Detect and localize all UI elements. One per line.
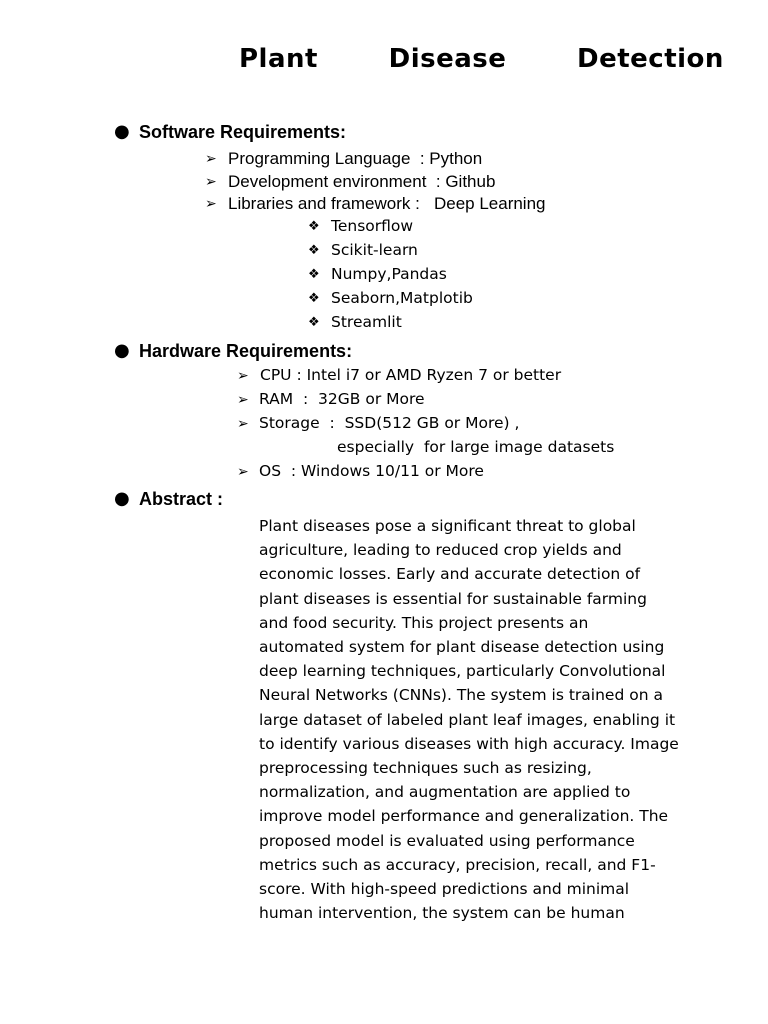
abstract-line: automated system for plant disease detection using [259,638,665,657]
bullet-icon: ● [114,121,130,142]
software-heading: Software Requirements: [139,122,347,142]
library-item: Tensorflow [331,217,414,235]
abstract-line: improve model performance and generalization. The [259,807,669,826]
arrow-bullet-icon: ➢ [205,174,217,190]
library-item: Numpy,Pandas [331,265,447,283]
bullet-icon: ● [114,488,130,509]
abstract-line: Plant diseases pose a significant threat to global [259,517,636,535]
arrow-bullet-icon: ➢ [237,464,249,480]
abstract-line: plant diseases is essential for sustainable farming [259,589,647,608]
software-item: Libraries and framework : Deep Learning [228,194,546,213]
diamond-bullet-icon: ❖ [308,291,320,306]
library-item: Streamlit [331,313,402,331]
arrow-bullet-icon: ➢ [205,151,217,167]
abstract-line: human intervention, the system can be human [259,904,625,923]
diamond-bullet-icon: ❖ [308,219,320,234]
library-item: Scikit-learn [331,241,418,259]
arrow-bullet-icon: ➢ [205,196,217,212]
abstract-line: Neural Networks (CNNs). The system is trained on a [259,686,663,705]
page-title: Plant Disease Detection [239,44,724,74]
abstract-line: and food security. This project presents an [259,613,589,632]
hardware-item: CPU : Intel i7 or AMD Ryzen 7 or better [260,366,562,384]
abstract-line: normalization, and augmentation are applied to [259,783,631,802]
diamond-bullet-icon: ❖ [308,267,320,282]
bullet-icon: ● [114,340,130,361]
abstract-line: preprocessing techniques such as resizing, [259,759,592,778]
arrow-bullet-icon: ➢ [237,392,249,408]
diamond-bullet-icon: ❖ [308,243,320,258]
abstract-line: deep learning techniques, particularly Convolutional [259,662,666,681]
hardware-item: Storage : SSD(512 GB or More) , [259,414,520,432]
hardware-heading: Hardware Requirements: [139,341,353,361]
hardware-item: OS : Windows 10/11 or More [259,462,484,480]
storage-note: especially for large image datasets [337,438,615,456]
abstract-line: economic losses. Early and accurate detection of [259,565,641,584]
arrow-bullet-icon: ➢ [237,416,249,432]
diamond-bullet-icon: ❖ [308,315,320,330]
abstract-line: metrics such as accuracy, precision, recall, and F1- [259,855,656,874]
arrow-bullet-icon: ➢ [237,368,249,384]
hardware-item: RAM : 32GB or More [259,390,425,408]
software-item: Programming Language : Python [228,149,483,168]
abstract-line: large dataset of labeled plant leaf images, enabling it [259,710,676,729]
abstract-line: to identify various diseases with high accuracy. Image [259,734,679,753]
abstract-paragraph [259,514,679,925]
abstract-line: agriculture, leading to reduced crop yields and [259,541,622,560]
software-item: Development environment : Github [228,172,496,191]
abstract-line: score. With high-speed predictions and minimal [259,880,630,899]
abstract-heading: Abstract : [139,489,224,509]
library-item: Seaborn,Matplotib [331,289,473,307]
abstract-line: proposed model is evaluated using performance [259,831,635,850]
